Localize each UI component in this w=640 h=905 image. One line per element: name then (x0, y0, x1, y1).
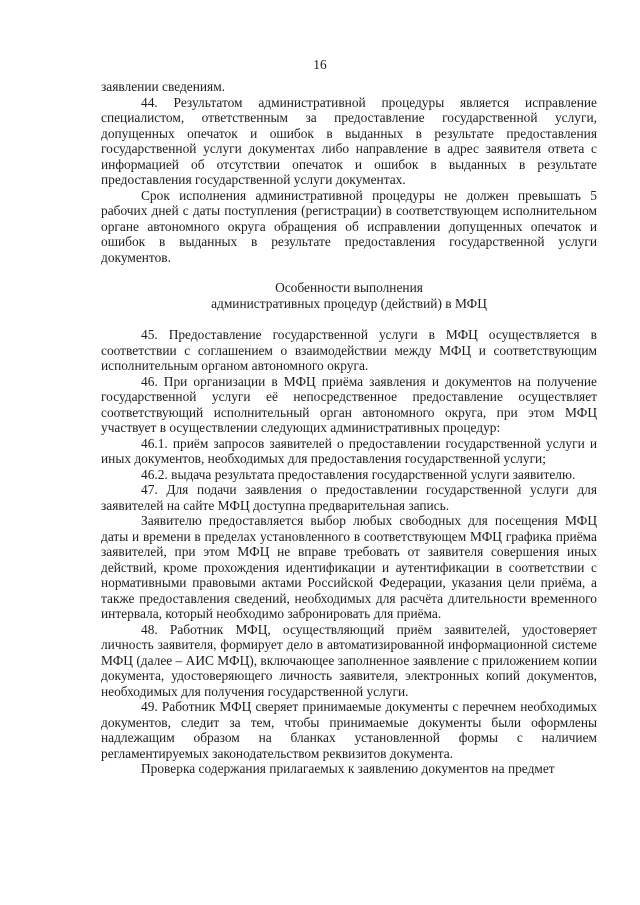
paragraphs-bottom (101, 327, 597, 777)
page-number: 16 (313, 57, 327, 72)
paragraph: 46.1. приём запросов заявителей о предоставлении государственной услуги и иных документов, необходимых для предоставления государственной услуги; (101, 435, 597, 466)
paragraph: 48. Работник МФЦ, осуществляющий приём заявителей, удостоверяет личность заявителя, формирует дело в автоматизированной информационной системе МФЦ (далее – АИС МФЦ), включающее заполненное заявление с приложением копии документа, удостоверяющего личность заявителя, электронных копий документов, необходимых для получения государственной услуги. (101, 621, 597, 699)
paragraph: 45. Предоставление государственной услуги в МФЦ осуществляется в соответствии с соглашением о взаимодействии между МФЦ и соответствующим исполнительным органом автономного округа. (101, 327, 597, 373)
document-body (101, 79, 597, 777)
paragraph: заявлении сведениям. (101, 79, 226, 94)
section-heading-line-1: Особенности выполнения (275, 280, 423, 295)
paragraphs-top (101, 79, 597, 265)
paragraph: 44. Результатом административной процедуры является исправление специалистом, ответственным за предоставление государственной услуги, допущенных опечаток и ошибок в выданных в результате предоставления государственной услуги документах либо направление в адрес заявителя ответа с информацией об отсутствии опечаток и ошибок в выданных в результате предоставления государственной услуги документах. (101, 94, 597, 187)
section-heading (101, 280, 597, 311)
paragraph: 46. При организации в МФЦ приёма заявления и документов на получение государственной услуги её непосредственное предоставление осуществляет соответствующий исполнительный орган автономного округа, при этом МФЦ участвует в осуществлении следующих административных процедур: (101, 373, 597, 435)
section-heading-line-2: административных процедур (действий) в МФЦ (211, 295, 487, 311)
paragraph: Срок исполнения административной процедуры не должен превышать 5 рабочих дней с даты поступления (регистрации) в соответствующем исполнительном органе автономного округа обращения об исправлении допущенных опечаток и ошибок в выданных в результате предоставления государственной услуги документов. (101, 187, 597, 265)
paragraph: Проверка содержания прилагаемых к заявлению документов на предмет (141, 761, 555, 776)
paragraph: 49. Работник МФЦ сверяет принимаемые документы с перечнем необходимых документов, следит за тем, чтобы принимаемые документы были оформлены надлежащим образом на бланках установленной формы с наличием регламентируемых законодательством реквизитов документа. (101, 699, 597, 761)
paragraph: Заявителю предоставляется выбор любых свободных для посещения МФЦ даты и времени в пределах установленного в соответствующем МФЦ графика приёма заявителей, при этом МФЦ не вправе требовать от заявителя совершения иных действий, кроме прохождения идентификации и аутентификации в соответствии с нормативными правовыми актами Российской Федерации, указания цели приёма, а также предоставления сведений, необходимых для расчёта длительности временного интервала, который необходимо забронировать для приёма. (101, 513, 597, 621)
paragraph: 46.2. выдача результата предоставления государственной услуги заявителю. (141, 466, 576, 482)
paragraph: 47. Для подачи заявления о предоставлении государственной услуги для заявителей на сайте МФЦ доступна предварительная запись. (101, 482, 597, 513)
